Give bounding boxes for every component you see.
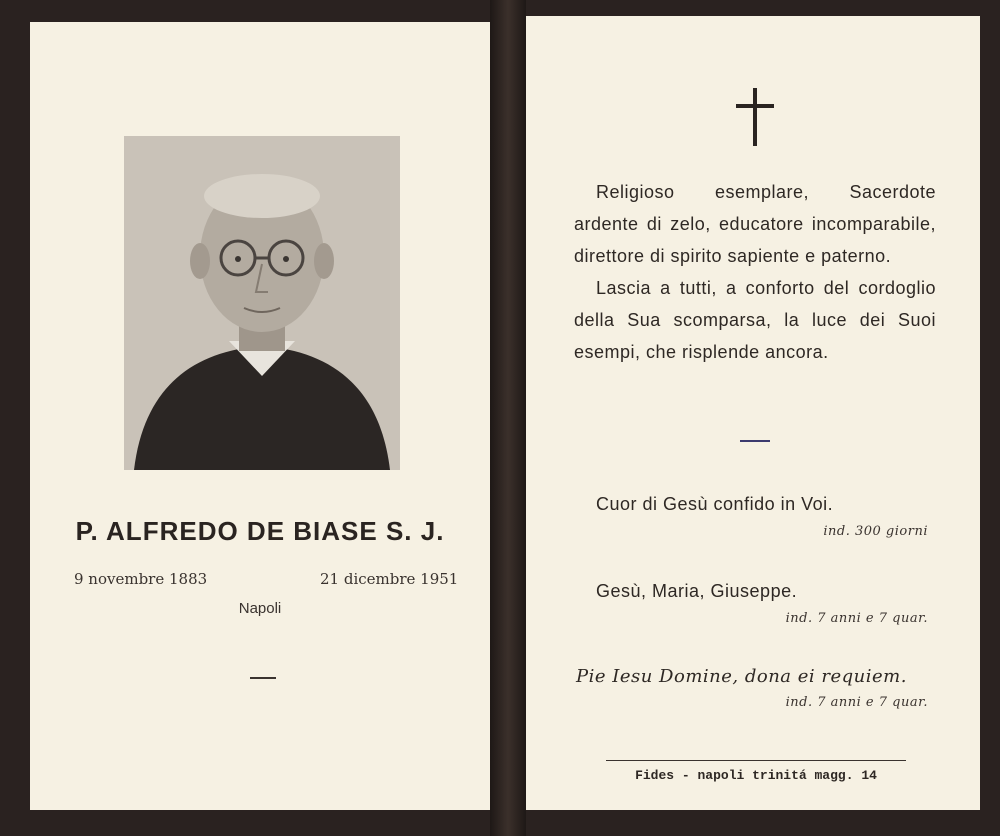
epitaph-paragraph: Religioso esemplare, Sacerdote ardente di zelo, educatore incomparabile, direttore di spirito sapiente e paterno. [574, 182, 936, 266]
divider-dash [250, 677, 276, 679]
epitaph [574, 176, 936, 368]
left-page [30, 22, 490, 810]
divider-dash [740, 440, 770, 442]
card-fold [490, 0, 526, 836]
death-date: 21 dicembre 1951 [320, 570, 459, 588]
place-of-death: Napoli [238, 600, 282, 617]
portrait-photo [124, 136, 400, 470]
printer-footer: Fides - napoli trinitá magg. 14 [635, 768, 877, 783]
right-page [526, 16, 980, 810]
footer-rule [606, 760, 906, 761]
deceased-name: P. ALFREDO DE BIASE S. J. [75, 516, 445, 546]
epitaph-paragraph: Lascia a tutti, a conforto del cordoglio della Sua scomparsa, la luce dei Suoi esempi, che risplende ancora. [574, 278, 936, 362]
indulgence-note: ind. 7 anni e 7 quar. [785, 611, 928, 626]
prayer-text: Cuor di Gesù confido in Voi. [596, 494, 834, 514]
cross-icon [736, 88, 774, 146]
birth-date: 9 novembre 1883 [74, 570, 208, 588]
prayer-text: Pie Iesu Domine, dona ei requiem. [576, 666, 907, 687]
indulgence-note: ind. 7 anni e 7 quar. [785, 695, 928, 710]
indulgence-note: ind. 300 giorni [823, 524, 928, 539]
prayer-text: Gesù, Maria, Giuseppe. [596, 581, 798, 601]
